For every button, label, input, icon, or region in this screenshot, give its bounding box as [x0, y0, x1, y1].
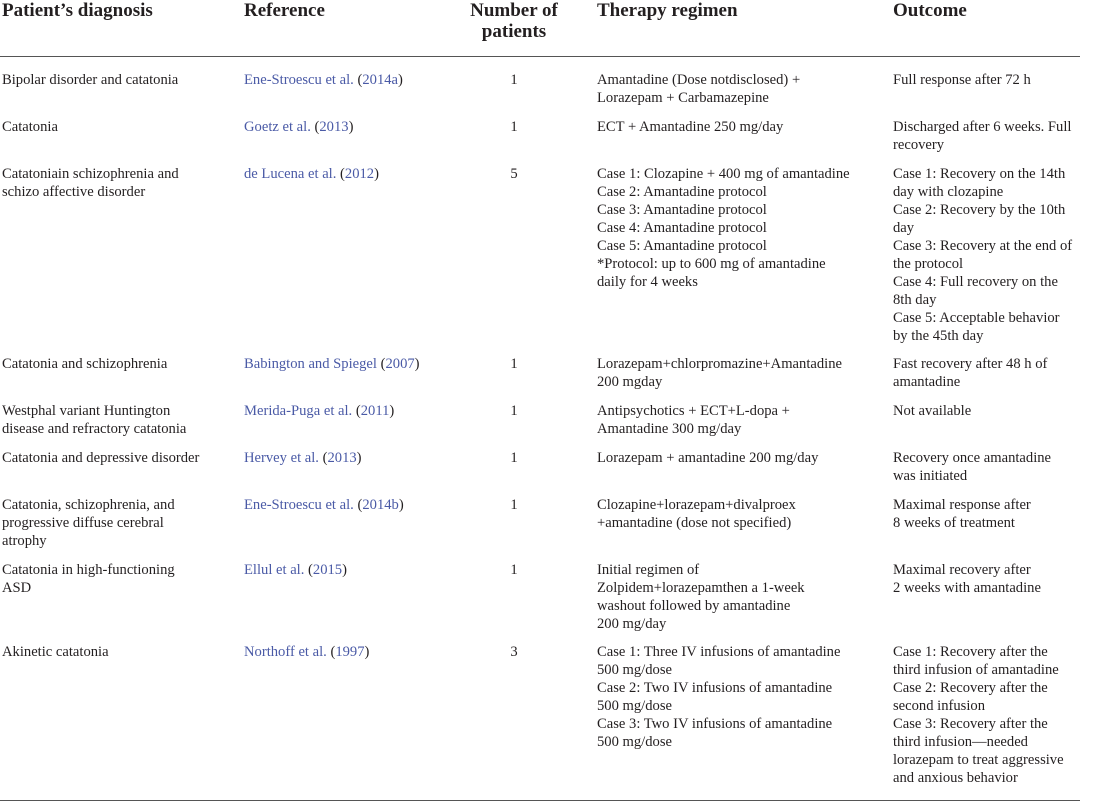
diagnosis-cell-line: Catatonia and schizophrenia [2, 356, 168, 372]
reference-year-link[interactable]: 2012 [344, 166, 375, 182]
outcome-cell [893, 643, 1083, 787]
patient-count-cell: 1 [510, 356, 518, 372]
reference-author-link[interactable]: Northoff et al. [244, 644, 327, 660]
table-header [0, 0, 1080, 57]
header-outcome: Outcome [893, 0, 967, 21]
therapy-cell-line: ECT + Amantadine 250 mg/day [597, 119, 784, 135]
paren-open: ( [318, 450, 328, 466]
diagnosis-cell-line: Catatoniain schizophrenia and [2, 166, 179, 182]
outcome-cell [893, 496, 1083, 532]
therapy-cell-line: 200 mg/day [597, 616, 667, 632]
reference-author-link[interactable]: Merida-Puga et al. [244, 403, 353, 419]
diagnosis-cell-line: Catatonia in high-functioning [2, 562, 175, 578]
outcome-cell-line: Case 3: Recovery at the end of [893, 238, 1073, 254]
outcome-cell-line: by the 45th day [893, 328, 984, 344]
outcome-cell [893, 71, 1083, 89]
header-number-line1: Number of [470, 0, 558, 21]
diagnosis-cell-line: Westphal variant Huntington [2, 403, 171, 419]
reference-cell [244, 561, 454, 579]
therapy-cell-line: Lorazepam+chlorpromazine+Amantadine [597, 356, 842, 372]
patient-count-cell: 1 [510, 72, 518, 88]
outcome-cell-line: third infusion—needed [893, 734, 1028, 750]
outcome-cell-line: 8th day [893, 292, 937, 308]
paren-close: ) [398, 72, 403, 88]
paren-open: ( [352, 403, 361, 419]
diagnosis-cell [2, 355, 232, 373]
outcome-cell-line: third infusion of amantadine [893, 662, 1059, 678]
reference-cell [244, 118, 454, 136]
diagnosis-cell [2, 165, 232, 201]
outcome-cell-line: 8 weeks of treatment [893, 515, 1015, 531]
diagnosis-cell [2, 71, 232, 89]
outcome-cell-line: lorazepam to treat aggressive [893, 752, 1064, 768]
patient-count-cell: 1 [510, 119, 518, 135]
paren-close: ) [389, 403, 395, 419]
therapy-cell-line: Lorazepam + amantadine 200 mg/day [597, 450, 819, 466]
therapy-cell-line: 500 mg/dose [597, 662, 672, 678]
patient-count-cell: 1 [510, 403, 518, 419]
therapy-cell-line: Clozapine+lorazepam+divalproex [597, 497, 796, 513]
outcome-cell-line: the protocol [893, 256, 964, 272]
therapy-cell-line: Case 5: Amantadine protocol [597, 238, 767, 254]
therapy-cell-line: +amantadine (dose not specified) [597, 515, 792, 531]
therapy-cell-line: Case 1: Clozapine + 400 mg of amantadine [597, 166, 850, 182]
reference-author-link[interactable]: Ene-Stroescu et al. [244, 72, 354, 88]
paren-open: ( [376, 356, 386, 372]
outcome-cell-line: Case 1: Recovery after the [893, 644, 1048, 660]
outcome-cell-line: Case 5: Acceptable behavior [893, 310, 1060, 326]
reference-cell [244, 449, 454, 467]
therapy-cell [597, 71, 877, 107]
therapy-cell [597, 449, 877, 467]
reference-cell [244, 643, 454, 661]
outcome-cell-line: Not available [893, 403, 972, 419]
outcome-cell-line: day with clozapine [893, 184, 1004, 200]
diagnosis-cell-line: atrophy [2, 533, 47, 549]
reference-cell [244, 71, 454, 89]
paren-close: ) [348, 119, 354, 135]
outcome-cell [893, 449, 1083, 485]
reference-cell [244, 165, 454, 183]
reference-year-link[interactable]: 2013 [327, 450, 357, 466]
patient-count-cell: 3 [510, 644, 518, 660]
patient-count-cell: 1 [510, 450, 518, 466]
paren-close: ) [414, 356, 420, 372]
outcome-cell-line: Case 2: Recovery after the [893, 680, 1048, 696]
reference-cell [244, 402, 454, 420]
outcome-cell-line: Discharged after 6 weeks. Full [893, 119, 1072, 135]
header-reference: Reference [244, 0, 325, 21]
paren-close: ) [398, 497, 404, 513]
paren-open: ( [310, 119, 320, 135]
reference-author-link[interactable]: Babington and Spiegel [244, 356, 377, 372]
reference-cell [244, 355, 454, 373]
therapy-cell-line: Case 1: Three IV infusions of amantadine [597, 644, 841, 660]
reference-author-link[interactable]: Ellul et al. [244, 562, 305, 578]
therapy-cell-line: Antipsychotics + ECT+L-dopa + [597, 403, 790, 419]
therapy-cell [597, 402, 877, 438]
outcome-cell [893, 561, 1083, 597]
therapy-cell-line: Lorazepam + Carbamazepine [597, 90, 769, 106]
therapy-cell-line: 200 mgday [597, 374, 663, 390]
therapy-cell [597, 643, 877, 751]
reference-year-link[interactable]: 2007 [385, 356, 415, 372]
therapy-cell-line: Initial regimen of [597, 562, 700, 578]
reference-author-link[interactable]: Hervey et al. [244, 450, 319, 466]
therapy-cell-line: Case 2: Two IV infusions of amantadine [597, 680, 833, 696]
paren-open: ( [326, 644, 336, 660]
diagnosis-cell-line: disease and refractory catatonia [2, 421, 187, 437]
outcome-cell [893, 165, 1083, 345]
reference-year-link[interactable]: 2014b [362, 497, 399, 513]
paren-open: ( [353, 72, 363, 88]
therapy-cell-line: Case 3: Amantadine protocol [597, 202, 767, 218]
diagnosis-cell-line: schizo affective disorder [2, 184, 146, 200]
paren-close: ) [342, 562, 347, 578]
paren-open: ( [336, 166, 345, 182]
header-diagnosis: Patient’s diagnosis [2, 0, 153, 21]
diagnosis-cell-line: Bipolar disorder and catatonia [2, 72, 179, 88]
outcome-cell-line: Case 4: Full recovery on the [893, 274, 1058, 290]
paren-close: ) [356, 450, 362, 466]
paren-close: ) [374, 166, 379, 182]
therapy-cell [597, 165, 877, 291]
bottom-rule [0, 800, 1080, 801]
therapy-cell [597, 118, 877, 136]
reference-author-link[interactable]: Goetz et al. [244, 119, 311, 135]
therapy-cell-line: Zolpidem+lorazepamthen a 1-week [597, 580, 805, 596]
reference-cell [244, 496, 454, 514]
diagnosis-cell-line: ASD [2, 580, 32, 596]
reference-year-link[interactable]: 2011 [360, 403, 390, 419]
diagnosis-cell [2, 561, 232, 597]
header-number-of-patients [454, 0, 574, 42]
outcome-cell-line: Case 1: Recovery on the 14th [893, 166, 1066, 182]
therapy-cell-line: Case 2: Amantadine protocol [597, 184, 767, 200]
outcome-cell-line: Recovery once amantadine [893, 450, 1052, 466]
therapy-cell-line: 500 mg/dose [597, 734, 672, 750]
outcome-cell-line: recovery [893, 137, 945, 153]
therapy-cell-line: Case 3: Two IV infusions of amantadine [597, 716, 833, 732]
outcome-cell-line: 2 weeks with amantadine [893, 580, 1041, 596]
diagnosis-cell [2, 643, 232, 661]
diagnosis-cell-line: Akinetic catatonia [2, 644, 109, 660]
outcome-cell-line: day [893, 220, 915, 236]
paren-close: ) [364, 644, 370, 660]
reference-year-link[interactable]: 2013 [319, 119, 349, 135]
reference-year-link[interactable]: 2014a [362, 72, 399, 88]
therapy-cell-line: *Protocol: up to 600 mg of amantadine [597, 256, 826, 272]
diagnosis-cell [2, 118, 232, 136]
header-therapy: Therapy regimen [597, 0, 738, 21]
outcome-cell-line: Case 3: Recovery after the [893, 716, 1048, 732]
reference-author-link[interactable]: Ene-Stroescu et al. [244, 497, 354, 513]
diagnosis-cell-line: Catatonia [2, 119, 58, 135]
outcome-cell-line: and anxious behavior [893, 770, 1018, 786]
therapy-cell [597, 496, 877, 532]
therapy-cell-line: Case 4: Amantadine protocol [597, 220, 767, 236]
paren-open: ( [304, 562, 313, 578]
patient-count-cell: 5 [510, 166, 518, 182]
reference-author-link[interactable]: de Lucena et al. [244, 166, 337, 182]
therapy-cell-line: 500 mg/dose [597, 698, 672, 714]
outcome-cell [893, 402, 1083, 420]
diagnosis-cell-line: Catatonia and depressive disorder [2, 450, 200, 466]
patient-count-cell: 1 [510, 497, 518, 513]
therapy-cell-line: daily for 4 weeks [597, 274, 698, 290]
therapy-cell-line: washout followed by amantadine [597, 598, 791, 614]
outcome-cell-line: Fast recovery after 48 h of [893, 356, 1048, 372]
therapy-cell-line: Amantadine (Dose notdisclosed) + [597, 72, 801, 88]
diagnosis-cell-line: progressive diffuse cerebral [2, 515, 164, 531]
diagnosis-cell [2, 402, 232, 438]
outcome-cell-line: was initiated [893, 468, 968, 484]
header-number-line2: patients [481, 21, 547, 42]
outcome-cell-line: Case 2: Recovery by the 10th [893, 202, 1066, 218]
therapy-cell [597, 355, 877, 391]
outcome-cell-line: amantadine [893, 374, 961, 390]
diagnosis-cell [2, 496, 232, 550]
therapy-cell-line: Amantadine 300 mg/day [597, 421, 742, 437]
outcome-cell-line: second infusion [893, 698, 986, 714]
reference-year-link[interactable]: 1997 [335, 644, 365, 660]
diagnosis-cell [2, 449, 232, 467]
outcome-cell [893, 355, 1083, 391]
therapy-cell [597, 561, 877, 633]
outcome-cell-line: Maximal response after [893, 497, 1031, 513]
outcome-cell-line: Full response after 72 h [893, 72, 1031, 88]
outcome-cell [893, 118, 1083, 154]
paren-open: ( [353, 497, 363, 513]
patient-count-cell: 1 [510, 562, 518, 578]
diagnosis-cell-line: Catatonia, schizophrenia, and [2, 497, 175, 513]
outcome-cell-line: Maximal recovery after [893, 562, 1031, 578]
reference-year-link[interactable]: 2015 [312, 562, 343, 578]
